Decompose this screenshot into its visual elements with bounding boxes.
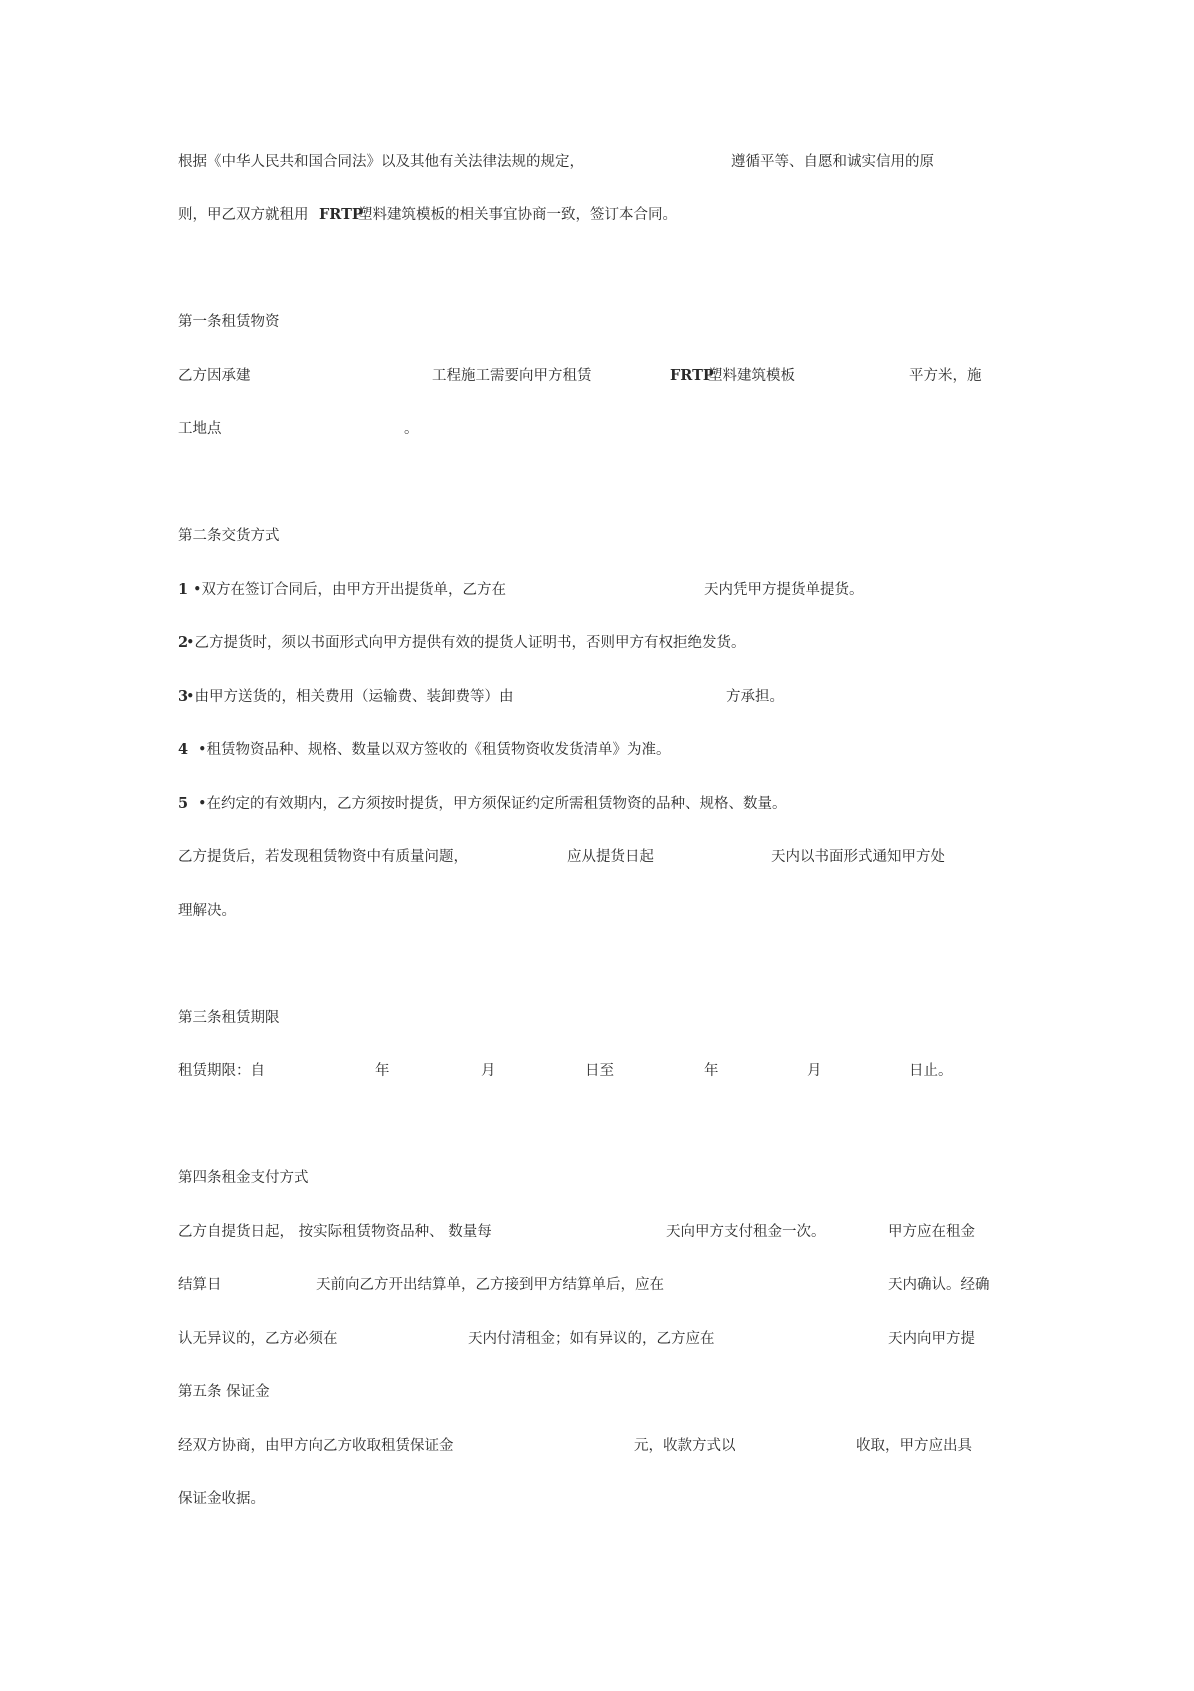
- clause-text: •租赁物资品种、规格、数量以双方签收的《租赁物资收发货清单》为准。: [198, 742, 671, 758]
- clause-text: 保证金收据。: [178, 1491, 265, 1507]
- clause-text: 日至: [585, 1063, 614, 1079]
- clause-text: 平方米，施: [909, 368, 982, 384]
- article-title-text: 第一条租赁物资: [178, 314, 280, 330]
- clause-text: 经双方协商，由甲方向乙方收取租赁保证金: [178, 1438, 454, 1454]
- clause-text: 理解决。: [178, 903, 236, 919]
- article-title-text: 第二条交货方式: [178, 528, 280, 544]
- clause-text: 乙方因承建: [178, 368, 251, 384]
- clause-text: 结算日: [178, 1277, 222, 1293]
- preamble-text: 根据《中华人民共和国合同法》以及其他有关法律法规的规定，: [178, 154, 584, 170]
- clause-text: 天内凭甲方提货单提货。: [704, 582, 864, 598]
- preamble-text: 则，甲乙双方就租用: [178, 207, 309, 223]
- clause-text: •由甲方送货的，相关费用（运输费、装卸费等）由: [186, 689, 514, 705]
- clause-text: 日止。: [909, 1063, 953, 1079]
- clause-text: •双方在签订合同后，由甲方开出提货单，乙方在: [193, 582, 507, 598]
- clause-text: 年: [375, 1063, 390, 1079]
- item-number: 1: [178, 581, 189, 598]
- article-title-text: 第四条租金支付方式: [178, 1170, 309, 1186]
- clause-text: 天内付清租金；如有异议的，乙方应在: [468, 1331, 715, 1347]
- clause-text: 天前向乙方开出结算单，乙方接到甲方结算单后，应在: [316, 1277, 664, 1293]
- clause-text: 工程施工需要向甲方租赁: [432, 368, 592, 384]
- clause-text: 天向甲方支付租金一次。: [666, 1224, 826, 1240]
- clause-text: 月: [807, 1063, 822, 1079]
- clause-text: 租赁期限：自: [178, 1063, 265, 1079]
- item-number: 2: [178, 634, 189, 651]
- item-number: 4: [178, 741, 189, 758]
- preamble-text: 遵循平等、自愿和诚实信用的原: [731, 154, 934, 170]
- article-title-text: 第五条 保证金: [178, 1384, 270, 1400]
- clause-text: 收取，甲方应出具: [856, 1438, 972, 1454]
- clause-text: 年: [704, 1063, 719, 1079]
- clause-text: 月: [481, 1063, 496, 1079]
- clause-text: 方承担。: [726, 689, 784, 705]
- clause-text: •乙方提货时，须以书面形式向甲方提供有效的提货人证明书，否则甲方有权拒绝发货。: [186, 635, 746, 651]
- clause-text: 乙方提货后，若发现租赁物资中有质量问题，: [178, 849, 468, 865]
- preamble-product-code: FRTP: [319, 206, 363, 223]
- product-code: FRTP: [670, 367, 714, 384]
- item-number: 3: [178, 688, 189, 705]
- clause-text: 元，收款方式以: [634, 1438, 736, 1454]
- clause-text: 塑料建筑模板: [708, 368, 795, 384]
- clause-text: 甲方应在租金: [888, 1224, 975, 1240]
- clause-text: 天内向甲方提: [888, 1331, 975, 1347]
- clause-text: 工地点: [178, 421, 222, 437]
- clause-text: 天内确认。经确: [888, 1277, 990, 1293]
- clause-text: 。: [404, 421, 419, 437]
- clause-text: •在约定的有效期内，乙方须按时提货，甲方须保证约定所需租赁物资的品种、规格、数量。: [198, 796, 787, 812]
- article-title-text: 第三条租赁期限: [178, 1010, 280, 1026]
- clause-text: 应从提货日起: [567, 849, 654, 865]
- preamble-text: 塑料建筑模板的相关事宜协商一致，签订本合同。: [358, 207, 677, 223]
- item-number: 5: [178, 795, 189, 812]
- clause-text: 天内以书面形式通知甲方处: [771, 849, 945, 865]
- clause-text: 认无异议的，乙方必须在: [178, 1331, 338, 1347]
- clause-text: 乙方自提货日起， 按实际租赁物资品种、 数量每: [178, 1224, 492, 1240]
